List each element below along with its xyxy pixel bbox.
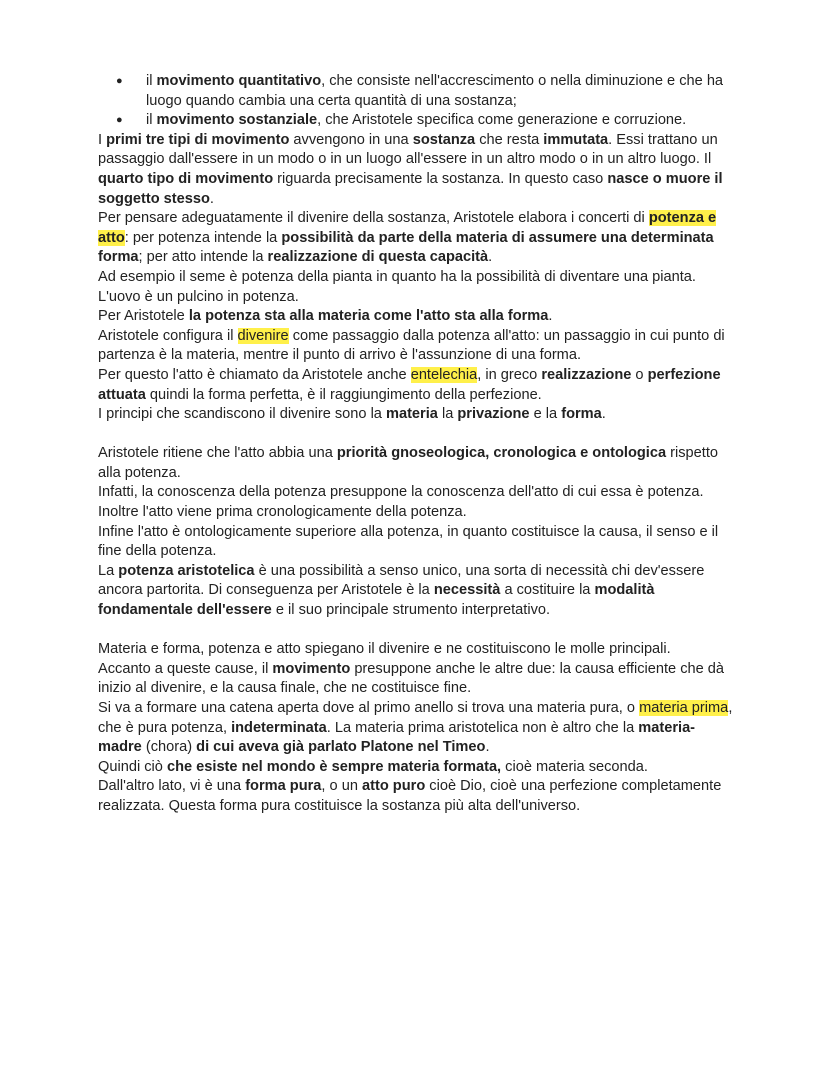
text-run: La: [98, 562, 119, 579]
text-run: Si va a formare una catena aperta dove al primo anello si trova una materia pura, o: [98, 700, 640, 716]
text-run: come passaggio dalla potenza all'atto: un passaggio in cui punto di partenza è la materia, mentre il punto di arrivo è l'assunzione di una forma.: [98, 327, 725, 364]
bold-text: materia-madre: [98, 719, 696, 756]
text-run: .: [548, 308, 553, 325]
paragraph: [98, 660, 738, 699]
highlight: materia prima: [639, 700, 729, 716]
bold-text: movimento quantitativo: [156, 73, 322, 89]
bold-text: movimento: [272, 660, 351, 677]
bold-text: movimento sostanziale: [156, 112, 318, 129]
text-run: quindi la forma perfetta, è il raggiungimento della perfezione.: [145, 386, 542, 403]
paragraph: [98, 366, 738, 405]
text-run: riguarda precisamente la sostanza. In questo caso: [273, 170, 608, 187]
bold-text: potenza aristotelica: [118, 562, 255, 579]
bold-text: materia: [385, 406, 438, 423]
bold-text: necessità: [433, 582, 501, 599]
highlight: divenire: [237, 327, 289, 344]
text-run: . Essi trattano un passaggio dall'essere in un modo o in un luogo all'essere in un altro modo o in un altro luogo. Il: [98, 131, 718, 168]
text-run: Per pensare adeguatamente il divenire della sostanza, Aristotele elabora i concerti di: [98, 210, 649, 227]
text-run: . La materia prima aristotelica non è altro che la: [326, 719, 639, 736]
paragraph: [98, 758, 738, 778]
paragraph: Inoltre l'atto viene prima cronologicamente della potenza.: [98, 504, 467, 521]
bold-text: che esiste nel mondo è sempre materia formata,: [166, 758, 502, 775]
bold-text: realizzazione di questa capacità: [267, 249, 489, 266]
text-run: e il suo principale strumento interpretativo.: [271, 602, 551, 619]
bold-text: atto puro: [362, 778, 426, 795]
text-run: a costituire la: [500, 582, 595, 599]
text-run: , o un: [321, 778, 362, 795]
paragraph: [98, 777, 738, 816]
text-run: Aristotele ritiene che l'atto abbia una: [98, 445, 337, 462]
bold-text: perfezione attuata: [98, 366, 721, 403]
paragraph: [98, 209, 738, 268]
text-run: il: [146, 112, 157, 129]
text-run: avvengono in una: [289, 131, 413, 148]
paragraph: [98, 307, 738, 327]
bold-text: nasce o muore il soggetto stesso: [98, 170, 723, 207]
text-run: I principi che scandiscono il divenire sono la: [98, 406, 386, 423]
text-run: ; per atto intende la: [138, 249, 268, 266]
text-run: , che Aristotele specifica come generazione e corruzione.: [317, 112, 687, 129]
paragraph: Ad esempio il seme è potenza della pianta in quanto ha la possibilità di diventare una pianta.: [98, 268, 696, 285]
text-run: Accanto a queste cause, il: [98, 660, 273, 677]
text-run: .: [209, 190, 214, 207]
text-run: che resta: [475, 131, 544, 148]
text-run: .: [488, 249, 493, 266]
spacer: [98, 425, 738, 445]
text-run: Quindi ciò: [98, 758, 167, 775]
paragraph: Materia e forma, potenza e atto spiegano il divenire e ne costituiscono le molle principali.: [98, 641, 671, 658]
text-run: rispetto alla potenza.: [98, 445, 719, 481]
bold-text: possibilità da parte della materia di assumere una determinata forma: [98, 229, 714, 266]
bold-text: forma: [561, 406, 602, 423]
bold-text: modalità fondamentale dell'essere: [98, 582, 655, 619]
bold-text: di cui aveva già parlato Platone nel Timeo: [196, 739, 486, 756]
bold-text: sostanza: [412, 131, 476, 148]
text-run: , in greco: [477, 366, 542, 383]
bold-text: primi tre tipi di movimento: [106, 131, 290, 148]
paragraph: [98, 444, 738, 483]
text-run: è una possibilità a senso unico, una sorta di necessità chi dev'essere ancora partorita. Di conseguenza per Aristotele è la: [98, 562, 705, 599]
text-run: Per questo l'atto è chiamato da Aristotele anche: [98, 366, 411, 383]
text-run: , che consiste nell'accrescimento o nella diminuzione e che ha luogo quando cambia una certa quantità di una sostanza;: [146, 73, 724, 109]
text-run: Per Aristotele: [98, 308, 189, 325]
list-item: [146, 72, 738, 111]
text-run: .: [485, 739, 490, 756]
highlight: entelechia: [410, 366, 478, 383]
paragraph: Infine l'atto è ontologicamente superiore alla potenza, in quanto costituisce la causa, il senso e il fine della potenza.: [98, 523, 719, 560]
text-run: la: [437, 406, 458, 423]
paragraph: Infatti, la conoscenza della potenza presuppone la conoscenza dell'atto di cui essa è potenza.: [98, 484, 704, 501]
text-run: (chora): [141, 739, 197, 756]
text-run: Aristotele configura il: [98, 327, 238, 344]
bold-text: potenza e atto: [98, 210, 717, 246]
text-run: I: [98, 131, 107, 148]
text-run: cioè Dio, cioè una perfezione completamente realizzata. Questa forma pura costituisce la sostanza più alta dell'universo.: [98, 778, 722, 814]
bold-text: la potenza sta alla materia come l'atto sta alla forma: [188, 308, 549, 325]
paragraph: [98, 562, 738, 621]
bold-text: privazione: [457, 406, 530, 423]
text-run: , che è pura potenza,: [98, 700, 733, 736]
text-run: il: [146, 73, 157, 89]
paragraph: [98, 327, 738, 366]
text-run: e la: [529, 406, 562, 423]
bold-text: priorità gnoseologica, cronologica e ontologica: [336, 445, 667, 462]
paragraph: [98, 699, 738, 758]
document-body: [98, 72, 738, 817]
text-run: Dall'altro lato, vi è una: [98, 778, 246, 795]
text-run: o: [631, 366, 648, 383]
text-run: cioè materia seconda.: [501, 758, 648, 775]
bullet-list: [98, 72, 738, 131]
text-run: presuppone anche le altre due: la causa efficiente che dà inizio al divenire, e la causa finale, che ne costituisce fine.: [98, 660, 725, 697]
spacer: [98, 621, 738, 641]
bold-text: immutata: [543, 131, 609, 148]
paragraph: [98, 131, 738, 209]
bold-text: indeterminata: [231, 719, 327, 736]
paragraph: [98, 405, 738, 425]
paragraph: L'uovo è un pulcino in potenza.: [98, 288, 299, 305]
text-run: .: [601, 406, 606, 423]
text-run: : per potenza intende la: [124, 229, 282, 246]
bold-text: quarto tipo di movimento: [98, 170, 274, 187]
bold-text: forma pura: [245, 778, 322, 795]
list-item: [146, 111, 738, 131]
bold-text: realizzazione: [541, 366, 632, 383]
